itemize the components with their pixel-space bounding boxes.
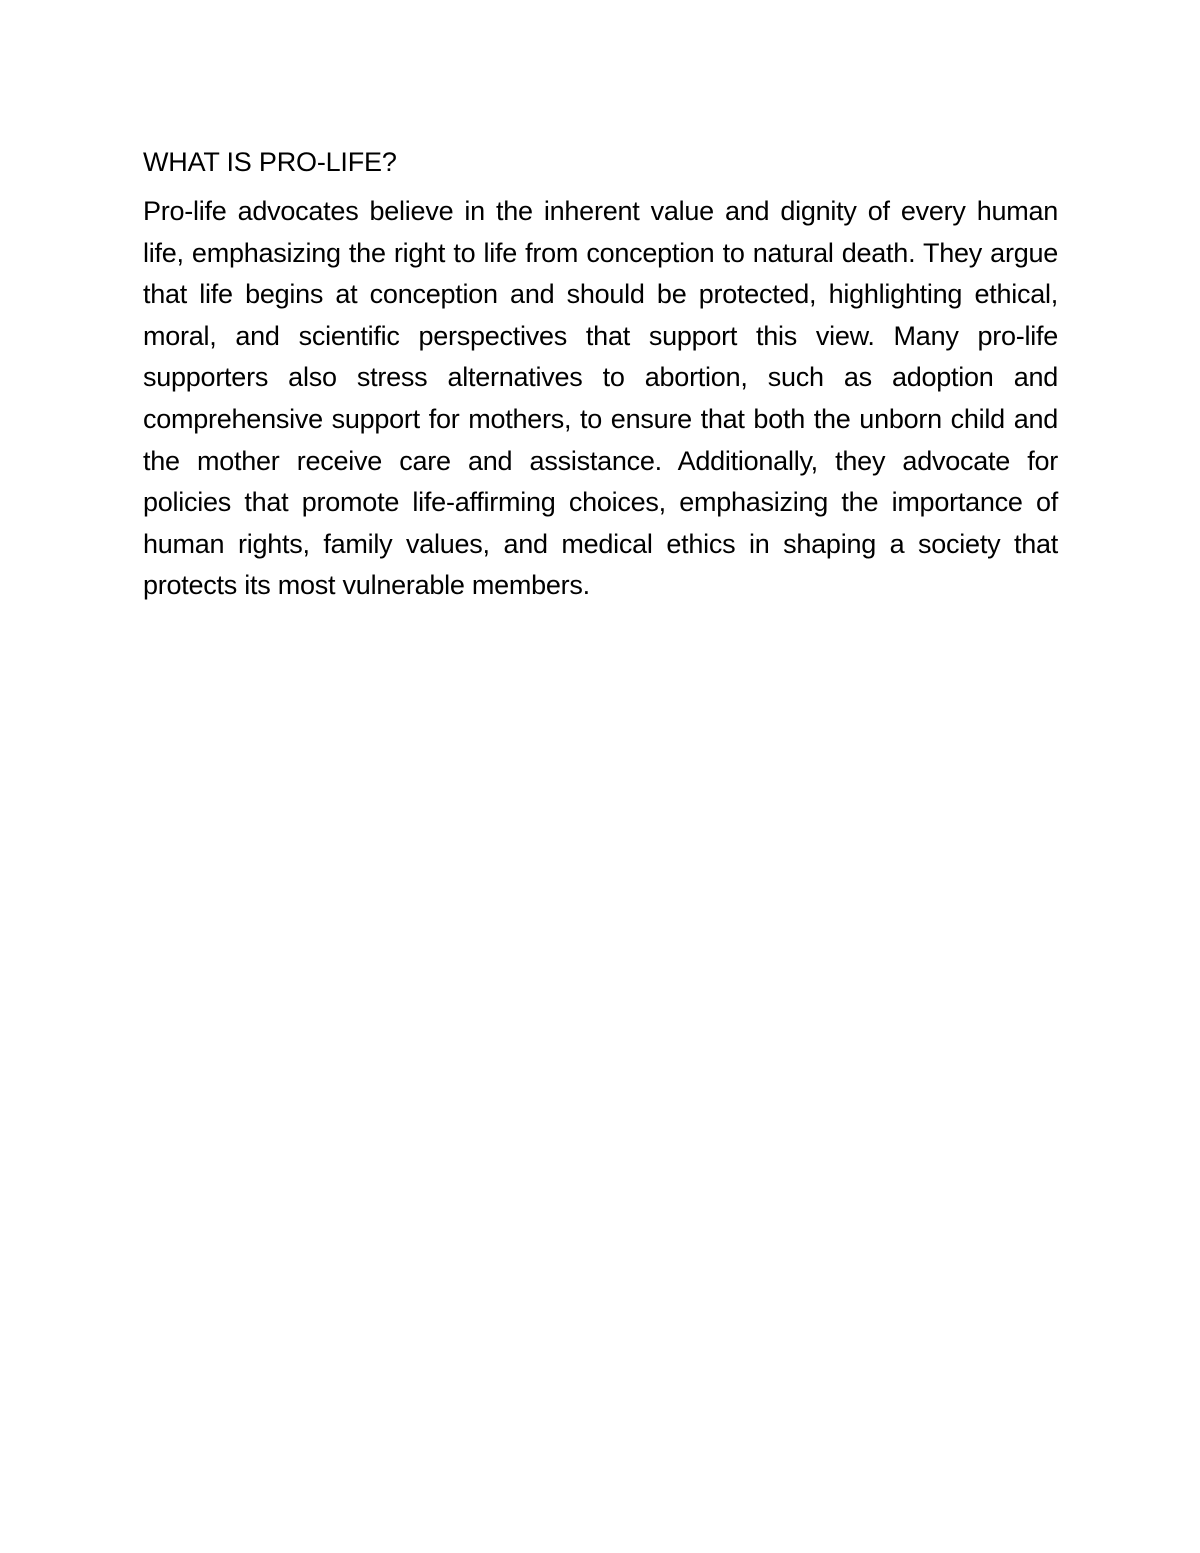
document-content xyxy=(143,140,1058,607)
document-title: WHAT IS PRO-LIFE? xyxy=(143,147,397,177)
document-paragraph: Pro-life advocates believe in the inherent value and dignity of every human life, emphasizing the right to life from conception to natural death. They argue that life begins at conception and should be protected, highlighting ethical, moral, and scientific perspectives that support this view. Many pro-life supporters also stress alternatives to abortion, such as adoption and comprehensive support for mothers, to ensure that both the unborn child and the mother receive care and assistance. Additionally, they advocate for policies that promote life-affirming choices, emphasizing the importance of human rights, family values, and medical ethics in shaping a society that protects its most vulnerable members. xyxy=(143,196,1058,601)
